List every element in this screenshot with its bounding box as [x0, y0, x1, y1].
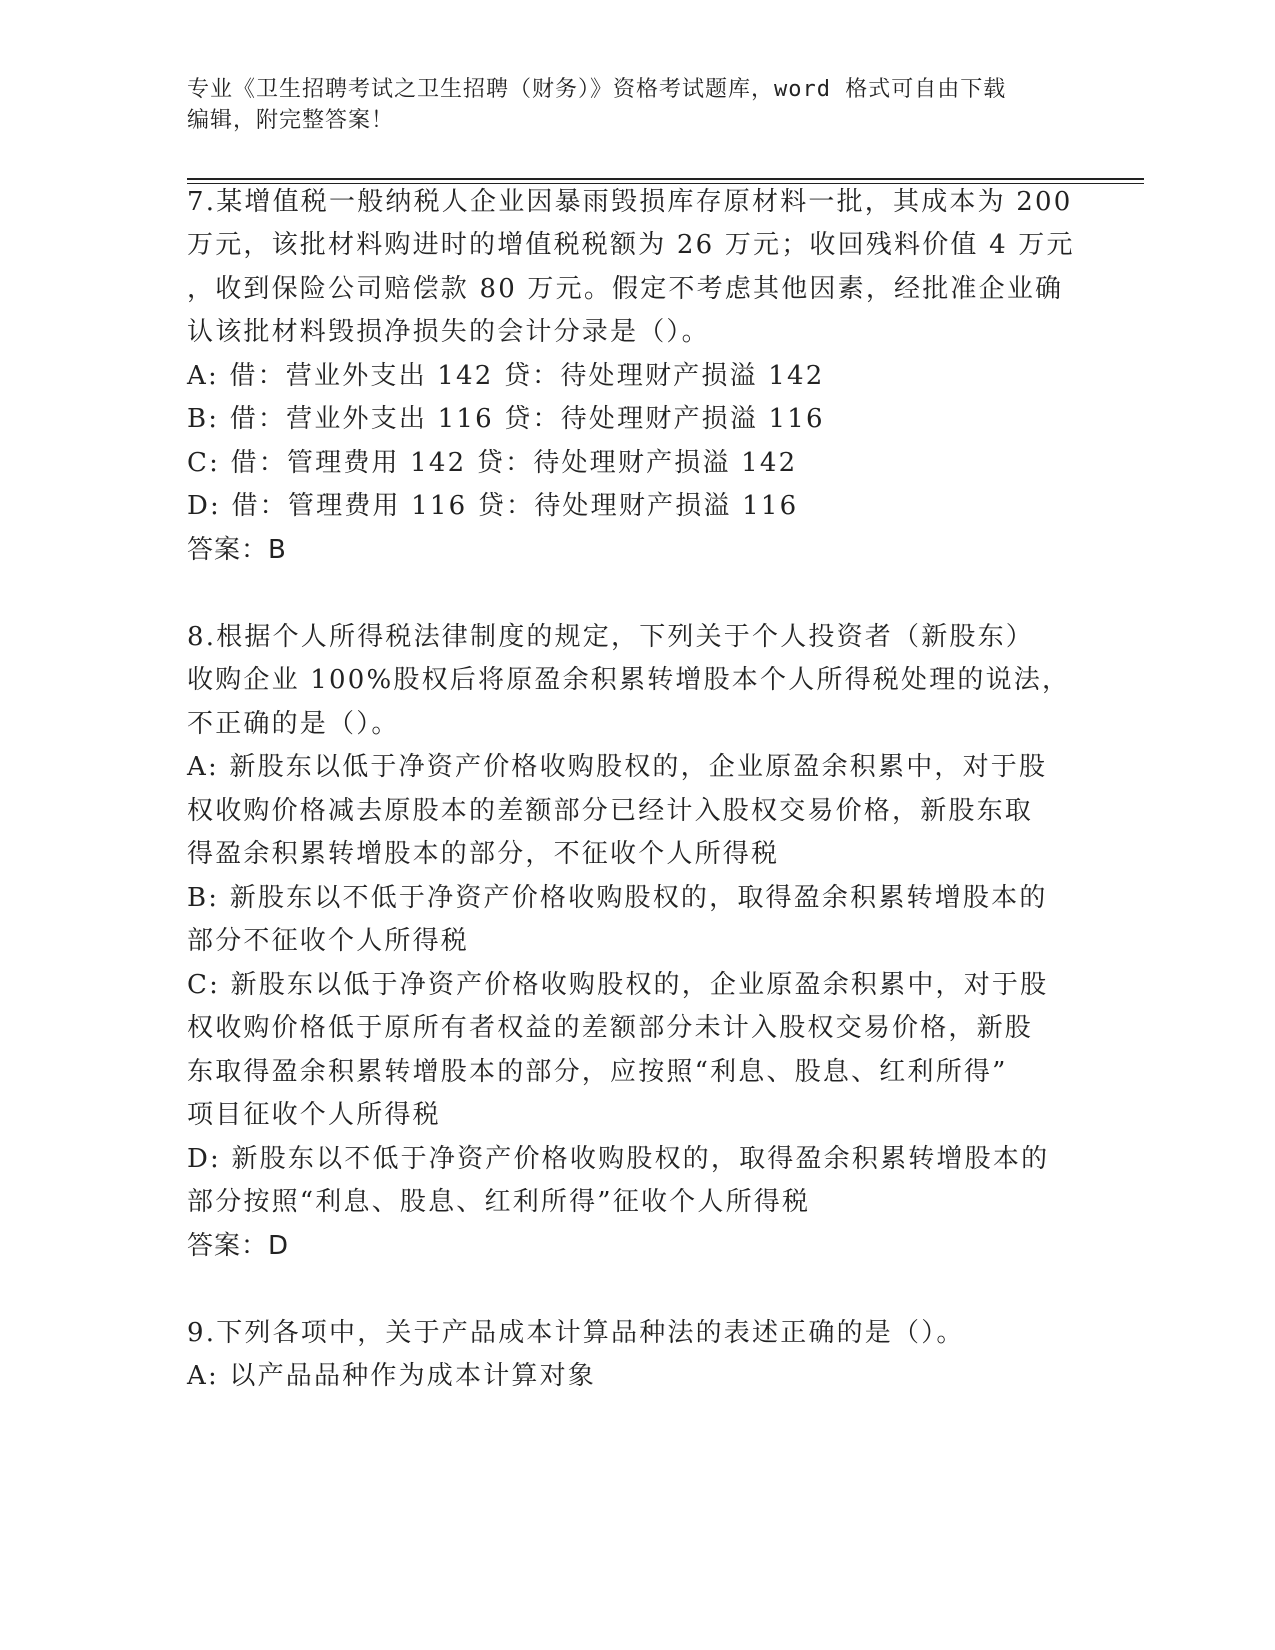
question-8-option-c-line-2: 权收购价格低于原所有者权益的差额部分未计入股权交易价格，新股 [187, 1013, 1034, 1043]
question-8-option-d-line-1: D: 新股东以不低于净资产价格收购股权的，取得盈余积累转增股本的 [187, 1144, 1050, 1174]
question-8-option-c-line-3: 东取得盈余积累转增股本的部分，应按照“利息、股息、红利所得” [187, 1057, 1008, 1087]
question-8-option-b-line-2: 部分不征收个人所得税 [187, 926, 470, 956]
question-7-answer: 答案：B [187, 535, 287, 565]
question-8-option-c-line-1: C: 新股东以低于净资产价格收购股权的，企业原盈余积累中，对于股 [187, 970, 1049, 1000]
question-7-stem-line-3: ，收到保险公司赔偿款 80 万元。假定不考虑其他因素，经批准企业确 [187, 274, 1064, 304]
header-line-2: 编辑，附完整答案！ [187, 108, 395, 133]
question-7-stem-line-2: 万元，该批材料购进时的增值税税额为 26 万元；收回残料价值 4 万元 [187, 230, 1075, 260]
question-7-option-b: B: 借：营业外支出 116 贷：待处理财产损溢 116 [187, 404, 825, 434]
question-7-option-c: C: 借：管理费用 142 贷：待处理财产损溢 142 [187, 448, 798, 478]
question-9-option-a: A: 以产品品种作为成本计算对象 [187, 1361, 597, 1391]
question-8-stem-line-2: 收购企业 100%股权后将原盈余积累转增股本个人所得税处理的说法， [187, 665, 1071, 695]
question-9-stem-line-1: 9.下列各项中，关于产品成本计算品种法的表述正确的是（）。 [187, 1318, 965, 1348]
question-8-option-d-line-2: 部分按照“利息、股息、红利所得”征收个人所得税 [187, 1187, 811, 1217]
question-8-option-a-line-3: 得盈余积累转增股本的部分，不征收个人所得税 [187, 839, 780, 869]
question-8-option-b-line-1: B: 新股东以不低于净资产价格收购股权的，取得盈余积累转增股本的 [187, 883, 1048, 913]
header-divider-thick [187, 178, 1144, 180]
question-7-stem-line-1: 7.某增值税一般纳税人企业因暴雨毁损库存原材料一批，其成本为 200 [187, 187, 1073, 217]
question-8-stem-line-1: 8.根据个人所得税法律制度的规定，下列关于个人投资者（新股东） [187, 622, 1035, 652]
question-8-option-c-line-4: 项目征收个人所得税 [187, 1100, 441, 1130]
question-7-option-a: A: 借：营业外支出 142 贷：待处理财产损溢 142 [187, 361, 825, 391]
question-7-option-d: D: 借：管理费用 116 贷：待处理财产损溢 116 [187, 491, 799, 521]
question-8-option-a-line-2: 权收购价格减去原股本的差额部分已经计入股权交易价格，新股东取 [187, 796, 1034, 826]
header-divider-thin [187, 183, 1144, 184]
question-7-stem-line-4: 认该批材料毁损净损失的会计分录是（）。 [187, 317, 710, 347]
question-8-option-a-line-1: A: 新股东以低于净资产价格收购股权的，企业原盈余积累中，对于股 [187, 752, 1048, 782]
question-8-stem-line-3: 不正确的是（）。 [187, 709, 400, 739]
header-line-1: 专业《卫生招聘考试之卫生招聘（财务）》资格考试题库，word 格式可自由下载 [187, 77, 1007, 102]
question-8-answer: 答案：D [187, 1231, 290, 1261]
document-header [187, 74, 1087, 136]
